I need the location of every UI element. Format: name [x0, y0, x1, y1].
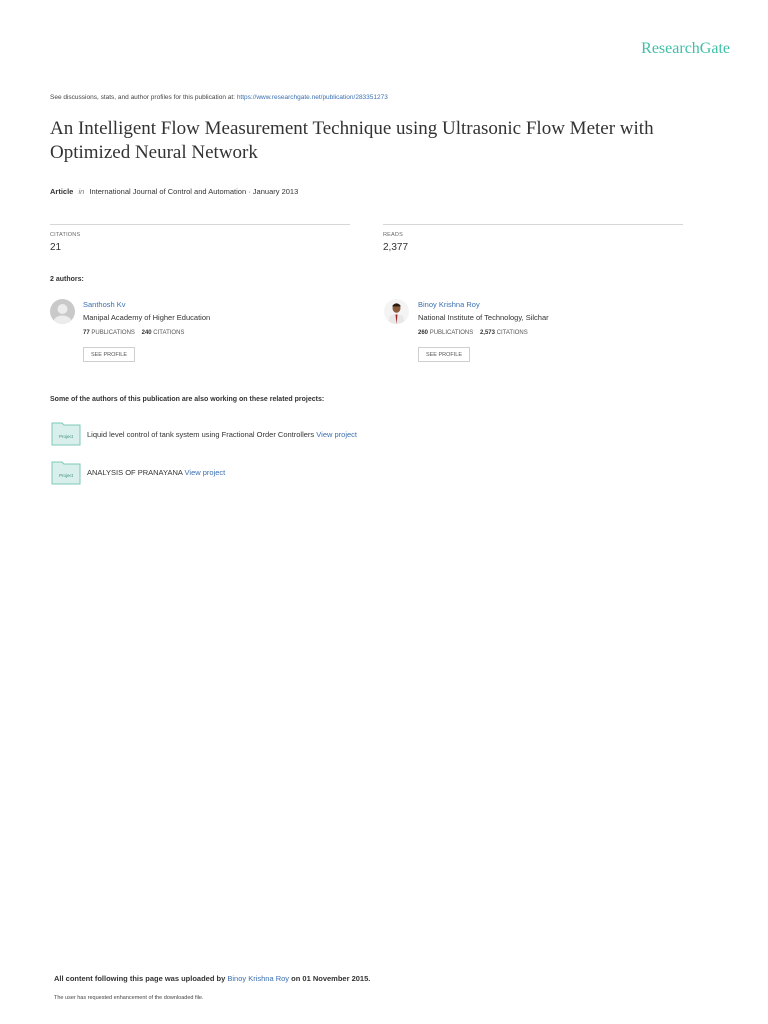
author-publications-count: 260	[418, 330, 429, 336]
upload-prefix: All content following this page was uploaded by	[54, 974, 226, 983]
projects-header: Some of the authors of this publication are also working on these related projects:	[50, 396, 325, 403]
authors-header: 2 authors:	[50, 276, 84, 283]
author-name-link[interactable]: Binoy Krishna Roy	[418, 300, 480, 309]
journal-date: International Journal of Control and Automation · January 2013	[89, 187, 299, 196]
project-icon-label: Project	[58, 434, 74, 439]
enhancement-note: The user has requested enhancement of the downloaded file.	[54, 995, 204, 1001]
reads-label: READS	[383, 232, 403, 238]
project-item	[87, 468, 225, 477]
uploader-link[interactable]: Binoy Krishna Roy	[227, 974, 290, 983]
author-photo-icon	[384, 299, 409, 324]
project-icon	[51, 461, 81, 485]
citations-value: 21	[50, 242, 62, 253]
publication-type: Article	[50, 187, 74, 196]
project-icon-label: Project	[58, 473, 74, 478]
default-avatar-icon	[50, 299, 75, 324]
view-project-link[interactable]: View project	[184, 468, 226, 477]
author-institution: Manipal Academy of Higher Education	[83, 313, 211, 322]
reads-value: 2,377	[383, 242, 409, 253]
project-icon	[51, 422, 81, 446]
citations-label: CITATIONS	[50, 232, 81, 238]
reads-divider	[383, 224, 683, 225]
discussion-text: See discussions, stats, and author profiles for this publication at:	[50, 94, 235, 101]
author-publications-label: PUBLICATIONS	[429, 330, 474, 336]
citations-divider	[50, 224, 350, 225]
researchgate-logo[interactable]: ResearchGate	[641, 40, 730, 57]
author-citations-count: 2,573	[479, 330, 495, 336]
author-publications-label: PUBLICATIONS	[91, 330, 135, 336]
author-stats	[83, 330, 184, 336]
author-citations-count: 240	[141, 330, 152, 336]
author-institution: National Institute of Technology, Silchar	[418, 313, 549, 322]
avatar[interactable]	[384, 299, 409, 324]
discussion-line	[50, 94, 388, 101]
upload-suffix: on 01 November 2015.	[291, 974, 371, 983]
project-title: Liquid level control of tank system using Fractional Order Controllers	[87, 430, 315, 439]
author-stats	[418, 330, 528, 336]
author-citations-label: CITATIONS	[496, 330, 528, 336]
see-profile-button[interactable]: SEE PROFILE	[83, 347, 135, 362]
publication-title: An Intelligent Flow Measurement Technique using Ultrasonic Flow Meter with Optimized Neural Network	[50, 118, 654, 163]
upload-notice	[54, 974, 370, 983]
author-publications-count: 77	[83, 330, 90, 336]
project-item	[87, 430, 357, 439]
author-name-link[interactable]: Santhosh Kv	[83, 300, 126, 309]
in-word: in	[78, 187, 85, 196]
author-citations-label: CITATIONS	[153, 330, 185, 336]
view-project-link[interactable]: View project	[316, 430, 357, 439]
project-title: ANALYSIS OF PRANAYANA	[87, 468, 183, 477]
see-profile-button[interactable]: SEE PROFILE	[418, 347, 470, 362]
avatar[interactable]	[50, 299, 75, 324]
publication-url-link[interactable]: https://www.researchgate.net/publication/283351273	[236, 94, 388, 101]
publication-meta	[50, 187, 298, 196]
